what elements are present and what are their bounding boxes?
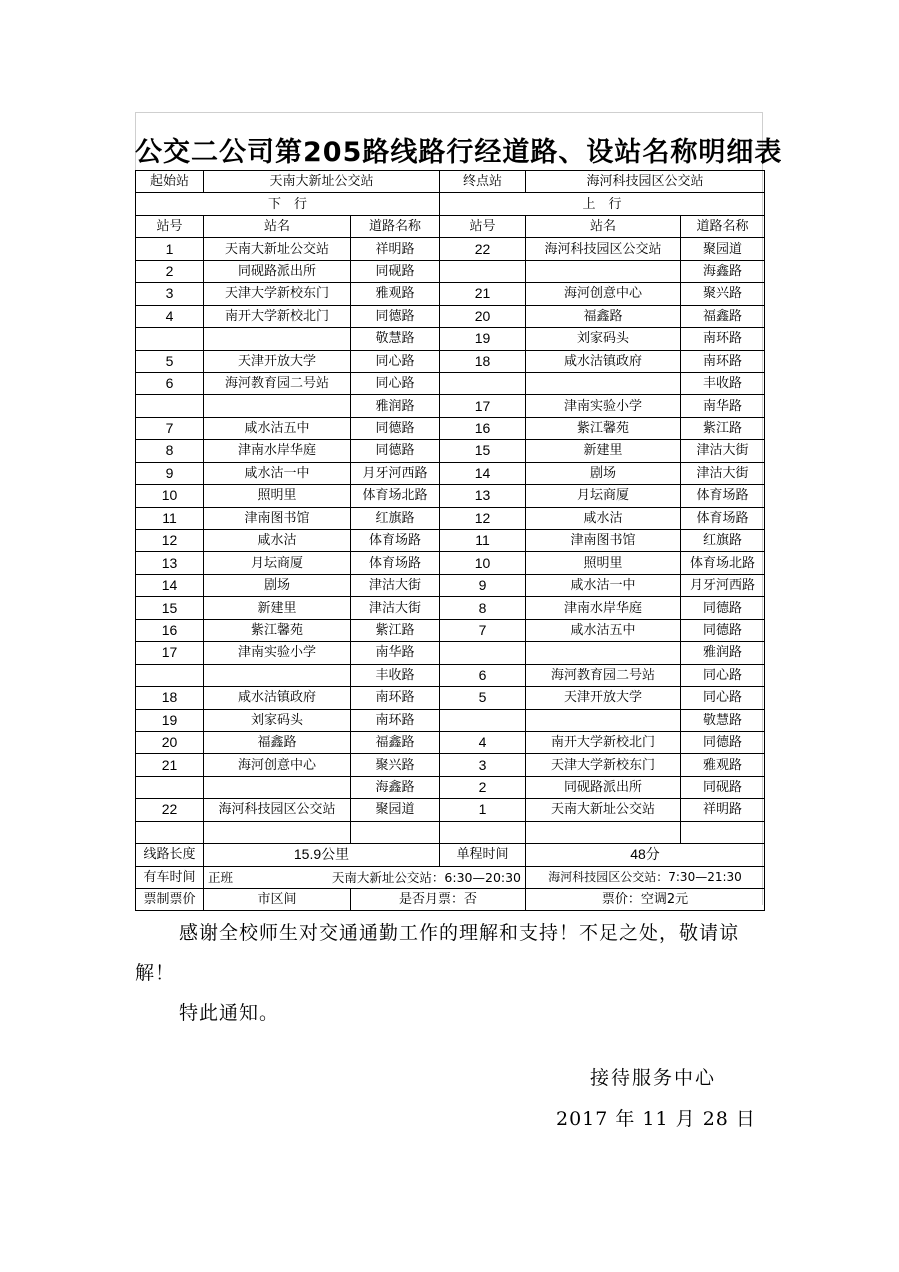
cell-up-road: 丰收路 bbox=[681, 372, 765, 394]
cell-down-name: 天津大学新校东门 bbox=[204, 283, 351, 305]
cell-down-road: 月牙河西路 bbox=[351, 462, 440, 484]
cell-up-no: 20 bbox=[440, 305, 526, 327]
table-row bbox=[136, 485, 765, 507]
service-start-wrap bbox=[204, 867, 525, 888]
cell-up-no: 16 bbox=[440, 417, 526, 439]
col-down-road: 道路名称 bbox=[351, 215, 440, 237]
cell-down-name bbox=[204, 776, 351, 798]
cell-down-road: 同德路 bbox=[351, 305, 440, 327]
header-row-stations bbox=[136, 171, 765, 193]
cell-up-road: 聚兴路 bbox=[681, 283, 765, 305]
cell-up-road: 同心路 bbox=[681, 664, 765, 686]
cell-up-name: 咸水沽 bbox=[526, 507, 681, 529]
cell-down-name: 新建里 bbox=[204, 597, 351, 619]
cell-down-no: 20 bbox=[136, 731, 204, 753]
cell-up-road: 雅润路 bbox=[681, 642, 765, 664]
table-row bbox=[136, 731, 765, 753]
service-end: 海河科技园区公交站：7:30—21:30 bbox=[526, 866, 765, 888]
cell-up-road: 体育场北路 bbox=[681, 552, 765, 574]
table-row bbox=[136, 440, 765, 462]
cell-up-road: 津沽大街 bbox=[681, 462, 765, 484]
cell-up-no: 2 bbox=[440, 776, 526, 798]
cell-down-no: 12 bbox=[136, 530, 204, 552]
table-row bbox=[136, 799, 765, 821]
cell-up-no: 13 bbox=[440, 485, 526, 507]
cell-down-no: 4 bbox=[136, 305, 204, 327]
table-row bbox=[136, 709, 765, 731]
fare-zone: 市区间 bbox=[204, 889, 351, 911]
cell-down-road: 南环路 bbox=[351, 709, 440, 731]
cell-up-name bbox=[526, 372, 681, 394]
col-down-name: 站名 bbox=[204, 215, 351, 237]
fare-row bbox=[136, 889, 765, 911]
cell-down-road: 丰收路 bbox=[351, 664, 440, 686]
cell-down-no: 9 bbox=[136, 462, 204, 484]
cell-up-name: 同砚路派出所 bbox=[526, 776, 681, 798]
down-direction: 下 行 bbox=[136, 193, 440, 215]
cell-down-road: 聚园道 bbox=[351, 799, 440, 821]
table-title: 公交二公司第205路线路行经道路、设站名称明细表 bbox=[135, 137, 783, 168]
cell-down-no bbox=[136, 776, 204, 798]
cell-up-no: 11 bbox=[440, 530, 526, 552]
cell-up-no: 18 bbox=[440, 350, 526, 372]
cell-down-name: 咸水沽镇政府 bbox=[204, 687, 351, 709]
cell-down-road: 同德路 bbox=[351, 417, 440, 439]
fare-label: 票制票价 bbox=[136, 889, 204, 911]
cell-down-road: 同心路 bbox=[351, 350, 440, 372]
cell-down-name: 同砚路派出所 bbox=[204, 260, 351, 282]
cell-up-name: 津南水岸华庭 bbox=[526, 597, 681, 619]
cell-down-no: 14 bbox=[136, 574, 204, 596]
cell-up-no: 17 bbox=[440, 395, 526, 417]
cell-up-name: 咸水沽五中 bbox=[526, 619, 681, 641]
cell-up-name: 南开大学新校北门 bbox=[526, 731, 681, 753]
cell-down-no: 18 bbox=[136, 687, 204, 709]
cell-down-road: 津沽大街 bbox=[351, 574, 440, 596]
cell-down-no: 8 bbox=[136, 440, 204, 462]
cell-up-road: 同砚路 bbox=[681, 776, 765, 798]
cell-down-name: 剧场 bbox=[204, 574, 351, 596]
cell-down-name: 天津开放大学 bbox=[204, 350, 351, 372]
cell-up-no: 10 bbox=[440, 552, 526, 574]
department-signature: 接待服务中心 bbox=[590, 1067, 717, 1089]
notice-paragraph: 感谢全校师生对交通通勤工作的理解和支持！不足之处，敬请谅解！ bbox=[135, 922, 740, 984]
cell-up-name: 刘家码头 bbox=[526, 328, 681, 350]
cell-up-no: 7 bbox=[440, 619, 526, 641]
table-row bbox=[136, 642, 765, 664]
cell-up-no: 8 bbox=[440, 597, 526, 619]
cell-up-road bbox=[681, 821, 765, 843]
cell-down-road: 同德路 bbox=[351, 440, 440, 462]
table-row bbox=[136, 372, 765, 394]
cell-up-road: 敬慧路 bbox=[681, 709, 765, 731]
up-direction: 上 行 bbox=[440, 193, 765, 215]
time-value: 48分 bbox=[526, 844, 765, 866]
cell-down-no: 5 bbox=[136, 350, 204, 372]
cell-up-road: 月牙河西路 bbox=[681, 574, 765, 596]
cell-down-name: 南开大学新校北门 bbox=[204, 305, 351, 327]
cell-up-road: 南华路 bbox=[681, 395, 765, 417]
cell-up-name bbox=[526, 260, 681, 282]
service-start: 天南大新址公交站：6:30—20:30 bbox=[331, 869, 522, 885]
cell-up-road: 南环路 bbox=[681, 328, 765, 350]
cell-down-no: 2 bbox=[136, 260, 204, 282]
cell-up-road: 同德路 bbox=[681, 731, 765, 753]
column-header-row bbox=[136, 215, 765, 237]
cell-down-name: 咸水沽 bbox=[204, 530, 351, 552]
cell-up-road: 同心路 bbox=[681, 687, 765, 709]
cell-down-road: 祥明路 bbox=[351, 238, 440, 260]
cell-down-name: 福鑫路 bbox=[204, 731, 351, 753]
cell-up-name: 海河教育园二号站 bbox=[526, 664, 681, 686]
cell-up-no bbox=[440, 372, 526, 394]
cell-up-name bbox=[526, 821, 681, 843]
service-start-cell bbox=[204, 866, 526, 888]
cell-down-name: 海河教育园二号站 bbox=[204, 372, 351, 394]
cell-down-road: 聚兴路 bbox=[351, 754, 440, 776]
table-row bbox=[136, 462, 765, 484]
cell-up-no bbox=[440, 642, 526, 664]
cell-up-road: 同德路 bbox=[681, 597, 765, 619]
cell-down-road: 福鑫路 bbox=[351, 731, 440, 753]
cell-down-no bbox=[136, 328, 204, 350]
cell-up-name: 剧场 bbox=[526, 462, 681, 484]
cell-down-name bbox=[204, 821, 351, 843]
cell-up-road: 红旗路 bbox=[681, 530, 765, 552]
table-row bbox=[136, 328, 765, 350]
cell-down-name: 津南实验小学 bbox=[204, 642, 351, 664]
cell-up-name: 海河科技园区公交站 bbox=[526, 238, 681, 260]
cell-up-no bbox=[440, 709, 526, 731]
cell-up-road: 紫江路 bbox=[681, 417, 765, 439]
cell-down-road: 体育场北路 bbox=[351, 485, 440, 507]
cell-down-no: 19 bbox=[136, 709, 204, 731]
cell-down-no bbox=[136, 664, 204, 686]
col-up-no: 站号 bbox=[440, 215, 526, 237]
cell-up-road: 聚园道 bbox=[681, 238, 765, 260]
cell-up-no: 4 bbox=[440, 731, 526, 753]
length-row bbox=[136, 844, 765, 866]
cell-up-name: 咸水沽一中 bbox=[526, 574, 681, 596]
cell-up-name bbox=[526, 642, 681, 664]
cell-up-road: 体育场路 bbox=[681, 507, 765, 529]
service-type: 正班 bbox=[208, 869, 234, 885]
cell-down-no: 6 bbox=[136, 372, 204, 394]
cell-down-no: 15 bbox=[136, 597, 204, 619]
start-label: 起始站 bbox=[136, 171, 204, 193]
cell-up-name: 海河创意中心 bbox=[526, 283, 681, 305]
service-row bbox=[136, 866, 765, 888]
fare-price: 票价：空调2元 bbox=[526, 889, 765, 911]
cell-up-road: 南环路 bbox=[681, 350, 765, 372]
cell-up-road: 同德路 bbox=[681, 619, 765, 641]
cell-up-road: 体育场路 bbox=[681, 485, 765, 507]
end-station: 海河科技园区公交站 bbox=[526, 171, 765, 193]
table-row bbox=[136, 395, 765, 417]
header-row-direction bbox=[136, 193, 765, 215]
cell-down-road: 敬慧路 bbox=[351, 328, 440, 350]
fare-monthly: 是否月票：否 bbox=[351, 889, 526, 911]
cell-up-name: 天津大学新校东门 bbox=[526, 754, 681, 776]
cell-down-road: 体育场路 bbox=[351, 530, 440, 552]
cell-down-name: 月坛商厦 bbox=[204, 552, 351, 574]
cell-up-road: 海鑫路 bbox=[681, 260, 765, 282]
cell-down-road: 海鑫路 bbox=[351, 776, 440, 798]
cell-up-road: 福鑫路 bbox=[681, 305, 765, 327]
cell-up-name: 天津开放大学 bbox=[526, 687, 681, 709]
cell-down-no: 13 bbox=[136, 552, 204, 574]
cell-down-name: 海河创意中心 bbox=[204, 754, 351, 776]
cell-down-no: 1 bbox=[136, 238, 204, 260]
cell-down-road: 同砚路 bbox=[351, 260, 440, 282]
cell-down-no: 11 bbox=[136, 507, 204, 529]
table-row bbox=[136, 664, 765, 686]
cell-up-name: 照明里 bbox=[526, 552, 681, 574]
cell-up-no: 15 bbox=[440, 440, 526, 462]
cell-down-name: 天南大新址公交站 bbox=[204, 238, 351, 260]
cell-up-name: 紫江馨苑 bbox=[526, 417, 681, 439]
cell-up-road: 雅观路 bbox=[681, 754, 765, 776]
table-row bbox=[136, 597, 765, 619]
cell-down-road: 红旗路 bbox=[351, 507, 440, 529]
cell-down-name: 津南水岸华庭 bbox=[204, 440, 351, 462]
cell-down-name: 咸水沽五中 bbox=[204, 417, 351, 439]
cell-down-name: 紫江馨苑 bbox=[204, 619, 351, 641]
cell-up-road: 津沽大街 bbox=[681, 440, 765, 462]
cell-down-name bbox=[204, 395, 351, 417]
cell-down-road: 南环路 bbox=[351, 687, 440, 709]
cell-down-road bbox=[351, 821, 440, 843]
cell-down-no bbox=[136, 395, 204, 417]
cell-up-no bbox=[440, 260, 526, 282]
cell-up-name: 新建里 bbox=[526, 440, 681, 462]
cell-up-name: 津南图书馆 bbox=[526, 530, 681, 552]
table-row bbox=[136, 305, 765, 327]
cell-down-road: 南华路 bbox=[351, 642, 440, 664]
cell-down-road: 同心路 bbox=[351, 372, 440, 394]
cell-down-no: 16 bbox=[136, 619, 204, 641]
cell-down-road: 雅润路 bbox=[351, 395, 440, 417]
table-row bbox=[136, 507, 765, 529]
cell-down-name: 刘家码头 bbox=[204, 709, 351, 731]
table-row bbox=[136, 350, 765, 372]
cell-up-name: 津南实验小学 bbox=[526, 395, 681, 417]
time-label: 单程时间 bbox=[440, 844, 526, 866]
cell-up-name bbox=[526, 709, 681, 731]
table-row bbox=[136, 260, 765, 282]
col-up-name: 站名 bbox=[526, 215, 681, 237]
cell-up-no: 9 bbox=[440, 574, 526, 596]
table-row bbox=[136, 238, 765, 260]
cell-up-no: 6 bbox=[440, 664, 526, 686]
table-row bbox=[136, 574, 765, 596]
cell-up-no: 14 bbox=[440, 462, 526, 484]
cell-down-name bbox=[204, 664, 351, 686]
cell-up-no: 12 bbox=[440, 507, 526, 529]
cell-down-no: 17 bbox=[136, 642, 204, 664]
table-row bbox=[136, 754, 765, 776]
cell-up-no bbox=[440, 821, 526, 843]
cell-down-road: 体育场路 bbox=[351, 552, 440, 574]
cell-up-no: 1 bbox=[440, 799, 526, 821]
route-table bbox=[135, 170, 765, 911]
cell-down-road: 雅观路 bbox=[351, 283, 440, 305]
cell-up-name: 福鑫路 bbox=[526, 305, 681, 327]
cell-down-name: 津南图书馆 bbox=[204, 507, 351, 529]
col-down-no: 站号 bbox=[136, 215, 204, 237]
cell-down-no bbox=[136, 821, 204, 843]
cell-up-name: 咸水沽镇政府 bbox=[526, 350, 681, 372]
cell-down-no: 21 bbox=[136, 754, 204, 776]
cell-down-road: 紫江路 bbox=[351, 619, 440, 641]
cell-up-name: 月坛商厦 bbox=[526, 485, 681, 507]
table-row bbox=[136, 687, 765, 709]
cell-up-no: 3 bbox=[440, 754, 526, 776]
cell-up-road: 祥明路 bbox=[681, 799, 765, 821]
cell-up-no: 5 bbox=[440, 687, 526, 709]
cell-down-name: 海河科技园区公交站 bbox=[204, 799, 351, 821]
cell-down-name: 照明里 bbox=[204, 485, 351, 507]
table-row bbox=[136, 283, 765, 305]
cell-up-no: 22 bbox=[440, 238, 526, 260]
table-row bbox=[136, 821, 765, 843]
table-row bbox=[136, 776, 765, 798]
cell-down-name: 咸水沽一中 bbox=[204, 462, 351, 484]
length-value: 15.9公里 bbox=[204, 844, 440, 866]
end-label: 终点站 bbox=[440, 171, 526, 193]
cell-down-no: 10 bbox=[136, 485, 204, 507]
start-station: 天南大新址公交站 bbox=[204, 171, 440, 193]
cell-up-name: 天南大新址公交站 bbox=[526, 799, 681, 821]
cell-down-no: 22 bbox=[136, 799, 204, 821]
table-row bbox=[136, 619, 765, 641]
cell-down-road: 津沽大街 bbox=[351, 597, 440, 619]
cell-down-name bbox=[204, 328, 351, 350]
table-row bbox=[136, 552, 765, 574]
cell-down-no: 7 bbox=[136, 417, 204, 439]
cell-down-no: 3 bbox=[136, 283, 204, 305]
table-row bbox=[136, 530, 765, 552]
length-label: 线路长度 bbox=[136, 844, 204, 866]
notice-date: 2017 年 11 月 28 日 bbox=[556, 1108, 756, 1130]
cell-up-no: 19 bbox=[440, 328, 526, 350]
col-up-road: 道路名称 bbox=[681, 215, 765, 237]
service-label: 有车时间 bbox=[136, 866, 204, 888]
table-row bbox=[136, 417, 765, 439]
notice-closing: 特此通知。 bbox=[179, 1002, 280, 1024]
cell-up-no: 21 bbox=[440, 283, 526, 305]
